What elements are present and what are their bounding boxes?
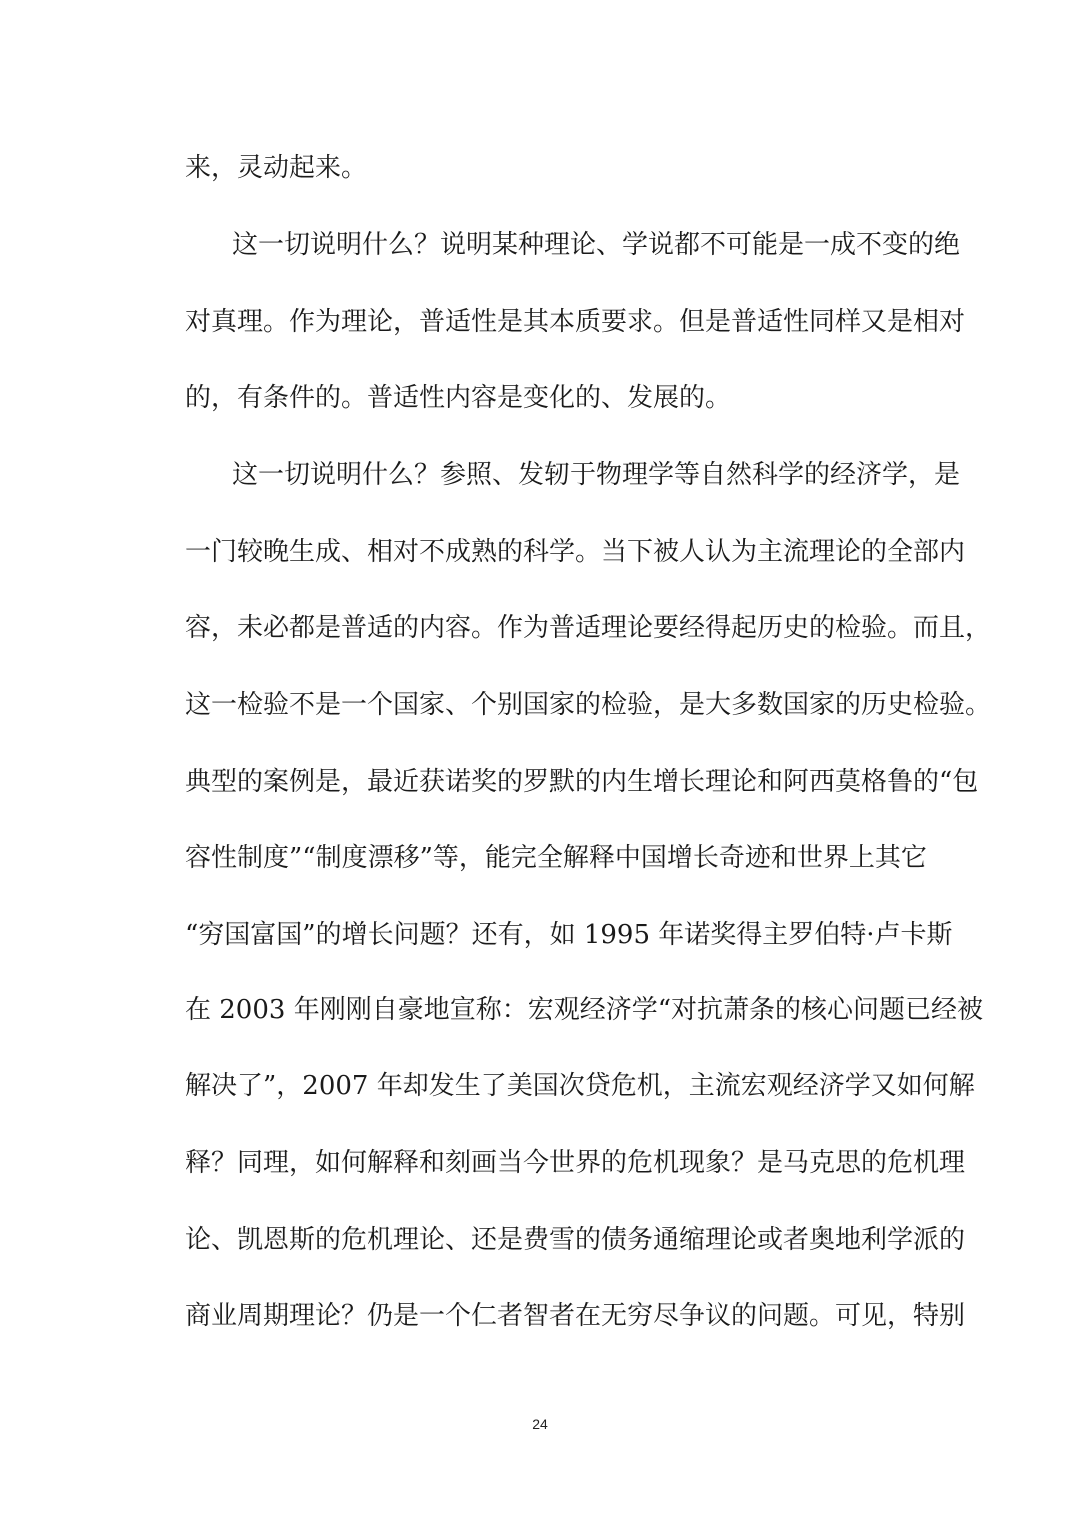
- text-line: 容，未必都是普适的内容。作为普适理论要经得起历史的检验。而且，: [185, 613, 992, 643]
- text-line: 容性制度”“制度漂移”等，能完全解释中国增长奇迹和世界上其它: [185, 843, 927, 873]
- text-line: 这一切说明什么？参照、发轫于物理学等自然科学的经济学，是: [232, 460, 961, 490]
- text-line: 这一切说明什么？说明某种理论、学说都不可能是一成不变的绝: [232, 230, 961, 260]
- text-line: 这一检验不是一个国家、个别国家的检验，是大多数国家的历史检验。: [185, 690, 992, 720]
- page-number: 24: [532, 1416, 548, 1432]
- text-line: 来，灵动起来。: [185, 153, 368, 183]
- text-line: 论、凯恩斯的危机理论、还是费雪的债务通缩理论或者奥地利学派的: [185, 1225, 966, 1255]
- text-line: “穷国富国”的增长问题？还有，如 1995 年诺奖得主罗伯特·卢卡斯: [185, 920, 953, 950]
- text-line: 对真理。作为理论，普适性是其本质要求。但是普适性同样又是相对: [185, 307, 966, 337]
- text-line: 一门较晚生成、相对不成熟的科学。当下被人认为主流理论的全部内: [185, 537, 966, 567]
- text-line: 释？同理，如何解释和刻画当今世界的危机现象？是马克思的危机理: [185, 1148, 966, 1178]
- text-line: 典型的案例是，最近获诺奖的罗默的内生增长理论和阿西莫格鲁的“包: [185, 767, 979, 797]
- text-line: 的，有条件的。普适性内容是变化的、发展的。: [185, 383, 732, 413]
- text-line: 在 2003 年刚刚自豪地宣称：宏观经济学“对抗萧条的核心问题已经被: [185, 995, 983, 1025]
- text-line: 解决了”，2007 年却发生了美国次贷危机，主流宏观经济学又如何解: [185, 1071, 975, 1101]
- text-line: 商业周期理论？仍是一个仁者智者在无穷尽争议的问题。可见，特别: [185, 1301, 966, 1331]
